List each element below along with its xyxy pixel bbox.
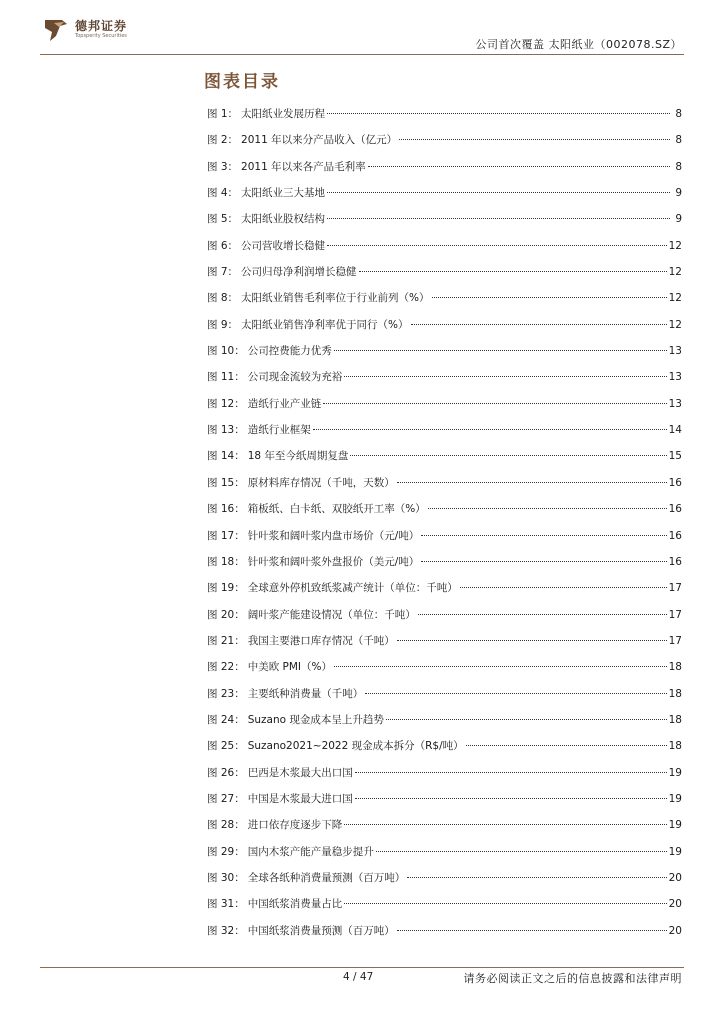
toc-entry[interactable] bbox=[207, 923, 682, 949]
toc-entry[interactable] bbox=[207, 132, 682, 158]
toc-entry-number: 图 26： bbox=[207, 766, 245, 779]
toc-leader-dots bbox=[327, 192, 670, 193]
toc-leader-dots bbox=[327, 245, 667, 246]
brand-logo bbox=[42, 14, 127, 44]
toc-leader-dots bbox=[355, 798, 667, 799]
toc-entry-page: 19 bbox=[668, 845, 682, 858]
toc-entry-label: 2011 年以来分产品收入（亿元） bbox=[241, 134, 398, 147]
report-info: 公司首次覆盖 太阳纸业（002078.SZ） bbox=[475, 38, 682, 51]
toc-entry-label: 箱板纸、白卡纸、双胶纸开工率（%） bbox=[247, 503, 426, 516]
toc-entry[interactable] bbox=[207, 896, 682, 922]
toc-leader-dots bbox=[421, 561, 666, 562]
toc-leader-dots bbox=[327, 218, 670, 219]
logo-name: 德邦证券 bbox=[75, 18, 128, 33]
toc-leader-dots bbox=[397, 640, 667, 641]
toc-entry-number: 图 20： bbox=[207, 608, 245, 621]
toc-entry-number: 图 15： bbox=[207, 476, 245, 489]
toc-entry[interactable] bbox=[207, 369, 682, 395]
logo-english-name: Topsperity Securities bbox=[75, 32, 127, 39]
toc-entry-page: 16 bbox=[668, 555, 682, 568]
toc-entry-page: 17 bbox=[668, 634, 682, 647]
toc-entry[interactable] bbox=[207, 343, 682, 369]
toc-entry-label: 全球意外停机致纸浆减产统计（单位：千吨） bbox=[247, 582, 458, 595]
toc-entry[interactable] bbox=[207, 238, 682, 264]
toc-entry[interactable] bbox=[207, 475, 682, 501]
toc-entry-number: 图 1： bbox=[207, 108, 239, 120]
toc-entry[interactable] bbox=[207, 528, 682, 554]
toc-leader-dots bbox=[466, 745, 667, 746]
toc-leader-dots bbox=[365, 693, 666, 694]
toc-entry[interactable] bbox=[207, 870, 682, 896]
toc-leader-dots bbox=[386, 719, 667, 720]
toc-leader-dots bbox=[334, 350, 667, 351]
toc-entry-number: 图 4： bbox=[207, 187, 239, 200]
toc-entry-page: 18 bbox=[668, 740, 682, 753]
toc-entry-page: 13 bbox=[668, 345, 682, 358]
toc-leader-dots bbox=[428, 508, 667, 509]
toc-entry-label: 中美欧 PMI（%） bbox=[247, 661, 333, 674]
toc-entry-label: 我国主要港口库存情况（千吨） bbox=[247, 634, 395, 647]
toc-entry-label: 公司控费能力优秀 bbox=[247, 345, 332, 358]
toc-entry-number: 图 14： bbox=[207, 450, 245, 463]
toc-entry-label: 中国是木浆最大进口国 bbox=[247, 792, 353, 805]
toc-leader-dots bbox=[334, 666, 667, 667]
toc-leader-dots bbox=[460, 587, 667, 588]
toc-entry-number: 图 12： bbox=[207, 397, 245, 410]
toc-entry-number: 图 3： bbox=[207, 160, 239, 173]
toc-entry-page: 16 bbox=[668, 529, 682, 542]
page-number: 4 / 47 bbox=[343, 971, 374, 983]
toc-leader-dots bbox=[411, 324, 667, 325]
toc-entry-page: 18 bbox=[668, 687, 682, 700]
toc-leader-dots bbox=[407, 877, 666, 878]
toc-entry-label: 中国纸浆消费量预测（百万吨） bbox=[247, 924, 395, 937]
toc-entry-label: 太阳纸业销售毛利率位于行业前列（%） bbox=[241, 292, 430, 305]
toc-entry-page: 12 bbox=[668, 266, 682, 279]
toc-entry[interactable] bbox=[207, 159, 682, 185]
toc-entry[interactable] bbox=[207, 290, 682, 316]
toc-entry-page: 8 bbox=[675, 160, 682, 173]
toc-entry[interactable] bbox=[207, 396, 682, 422]
toc-leader-dots bbox=[344, 376, 666, 377]
toc-leader-dots bbox=[397, 930, 667, 931]
toc-entry-page: 20 bbox=[668, 871, 682, 884]
footer-divider bbox=[40, 967, 684, 968]
toc-entry-number: 图 22： bbox=[207, 661, 245, 674]
toc-entry[interactable] bbox=[207, 554, 682, 580]
toc-entry-page: 8 bbox=[675, 134, 682, 147]
toc-entry-number: 图 8： bbox=[207, 292, 239, 305]
toc-entry-label: 太阳纸业销售净利率优于同行（%） bbox=[241, 318, 409, 331]
toc-entry-page: 16 bbox=[668, 503, 682, 516]
toc-entry-page: 12 bbox=[668, 318, 682, 331]
toc-entry-label: Suzano 现金成本呈上升趋势 bbox=[247, 713, 384, 726]
toc-entry-label: 国内木浆产能产量稳步提升 bbox=[247, 845, 374, 858]
toc-leader-dots bbox=[344, 824, 666, 825]
toc-entry-page: 16 bbox=[668, 476, 682, 489]
toc-entry-page: 20 bbox=[668, 898, 682, 911]
toc-entry-label: 18 年至今纸周期复盘 bbox=[247, 450, 349, 463]
toc-entry-number: 图 17： bbox=[207, 529, 245, 542]
toc-entry-number: 图 9： bbox=[207, 318, 239, 331]
header-divider bbox=[40, 54, 684, 55]
toc-entry[interactable] bbox=[207, 264, 682, 290]
toc-leader-dots bbox=[355, 772, 667, 773]
toc-entry-label: 针叶浆和阔叶浆外盘报价（美元/吨） bbox=[247, 555, 420, 568]
toc-leader-dots bbox=[359, 271, 667, 272]
toc-entry-page: 17 bbox=[668, 608, 682, 621]
toc-entry-page: 18 bbox=[668, 713, 682, 726]
toc-entry-label: 公司现金流较为充裕 bbox=[247, 371, 343, 384]
toc-entry[interactable] bbox=[207, 686, 682, 712]
toc-leader-dots bbox=[421, 535, 666, 536]
toc-entry-label: 原材料库存情况（千吨，天数） bbox=[247, 476, 395, 489]
toc-entry-label: 中国纸浆消费量占比 bbox=[247, 898, 343, 911]
toc-entry[interactable] bbox=[207, 448, 682, 474]
toc-entry-number: 图 5： bbox=[207, 213, 239, 226]
figure-index-list bbox=[207, 106, 682, 949]
toc-entry-number: 图 28： bbox=[207, 819, 245, 832]
toc-entry-page: 20 bbox=[668, 924, 682, 937]
toc-entry-number: 图 31： bbox=[207, 898, 245, 911]
toc-entry-label: 造纸行业产业链 bbox=[247, 397, 322, 410]
toc-entry-page: 13 bbox=[668, 397, 682, 410]
toc-leader-dots bbox=[323, 403, 666, 404]
toc-entry-label: 针叶浆和阔叶浆内盘市场价（元/吨） bbox=[247, 529, 420, 542]
toc-entry-page: 19 bbox=[668, 766, 682, 779]
toc-entry[interactable] bbox=[207, 317, 682, 343]
toc-entry-page: 14 bbox=[668, 424, 682, 437]
toc-entry-number: 图 32： bbox=[207, 924, 245, 937]
toc-entry[interactable] bbox=[207, 844, 682, 870]
toc-entry-number: 图 13： bbox=[207, 424, 245, 437]
toc-entry-label: 太阳纸业股权结构 bbox=[241, 213, 326, 226]
toc-entry-number: 图 16： bbox=[207, 503, 245, 516]
toc-leader-dots bbox=[432, 297, 667, 298]
toc-entry-label: 进口依存度逐步下降 bbox=[247, 819, 343, 832]
toc-entry-page: 12 bbox=[668, 292, 682, 305]
toc-leader-dots bbox=[313, 429, 667, 430]
toc-entry-page: 17 bbox=[668, 582, 682, 595]
toc-leader-dots bbox=[397, 482, 667, 483]
toc-entry-page: 9 bbox=[675, 213, 682, 226]
toc-entry[interactable] bbox=[207, 765, 682, 791]
toc-entry-number: 图 11： bbox=[207, 371, 245, 384]
toc-entry-number: 图 27： bbox=[207, 792, 245, 805]
toc-entry-label: 2011 年以来各产品毛利率 bbox=[241, 160, 366, 173]
toc-entry-label: 太阳纸业三大基地 bbox=[241, 187, 326, 200]
toc-entry-number: 图 30： bbox=[207, 871, 245, 884]
toc-entry-page: 8 bbox=[675, 108, 682, 120]
toc-entry-page: 12 bbox=[668, 239, 682, 252]
toc-leader-dots bbox=[368, 166, 670, 167]
toc-entry[interactable] bbox=[207, 791, 682, 817]
toc-entry-number: 图 2： bbox=[207, 134, 239, 147]
toc-entry[interactable] bbox=[207, 738, 682, 764]
toc-entry-label: 太阳纸业发展历程 bbox=[241, 108, 326, 120]
toc-entry[interactable] bbox=[207, 422, 682, 448]
toc-entry[interactable] bbox=[207, 185, 682, 211]
toc-entry-number: 图 23： bbox=[207, 687, 245, 700]
toc-entry[interactable] bbox=[207, 607, 682, 633]
toc-entry-page: 19 bbox=[668, 792, 682, 805]
toc-entry-page: 19 bbox=[668, 819, 682, 832]
toc-leader-dots bbox=[399, 139, 670, 140]
toc-entry-page: 13 bbox=[668, 371, 682, 384]
toc-entry-number: 图 7： bbox=[207, 266, 239, 279]
toc-entry-number: 图 25： bbox=[207, 740, 245, 753]
toc-entry-label: 公司营收增长稳健 bbox=[241, 239, 326, 252]
toc-entry-number: 图 29： bbox=[207, 845, 245, 858]
disclaimer-note: 请务必阅读正文之后的信息披露和法律声明 bbox=[463, 972, 682, 985]
toc-entry[interactable] bbox=[207, 817, 682, 843]
toc-entry[interactable] bbox=[207, 659, 682, 685]
toc-leader-dots bbox=[327, 113, 670, 114]
page-title: 图表目录 bbox=[204, 72, 280, 92]
toc-entry-label: 造纸行业框架 bbox=[247, 424, 311, 437]
toc-entry-number: 图 18： bbox=[207, 555, 245, 568]
toc-entry-label: 全球各纸种消费量预测（百万吨） bbox=[247, 871, 406, 884]
toc-entry-page: 15 bbox=[668, 450, 682, 463]
toc-entry[interactable] bbox=[207, 211, 682, 237]
toc-entry-number: 图 6： bbox=[207, 239, 239, 252]
toc-leader-dots bbox=[376, 851, 667, 852]
toc-entry[interactable] bbox=[207, 106, 682, 132]
toc-entry-number: 图 24： bbox=[207, 713, 245, 726]
toc-entry-page: 9 bbox=[675, 187, 682, 200]
toc-leader-dots bbox=[418, 614, 667, 615]
toc-entry-label: Suzano2021~2022 现金成本拆分（R$/吨） bbox=[247, 740, 464, 753]
toc-entry-label: 主要纸种消费量（千吨） bbox=[247, 687, 364, 700]
toc-entry-number: 图 21： bbox=[207, 634, 245, 647]
toc-entry[interactable] bbox=[207, 580, 682, 606]
toc-entry-label: 阔叶浆产能建设情况（单位：千吨） bbox=[247, 608, 416, 621]
toc-entry-page: 18 bbox=[668, 661, 682, 674]
toc-entry[interactable] bbox=[207, 633, 682, 659]
toc-entry[interactable] bbox=[207, 501, 682, 527]
toc-entry-number: 图 10： bbox=[207, 345, 245, 358]
logo-icon bbox=[42, 14, 70, 44]
toc-entry[interactable] bbox=[207, 712, 682, 738]
toc-entry-label: 公司归母净利润增长稳健 bbox=[241, 266, 357, 279]
toc-entry-number: 图 19： bbox=[207, 582, 245, 595]
toc-leader-dots bbox=[344, 903, 666, 904]
toc-entry-label: 巴西是木浆最大出口国 bbox=[247, 766, 353, 779]
toc-leader-dots bbox=[350, 455, 666, 456]
